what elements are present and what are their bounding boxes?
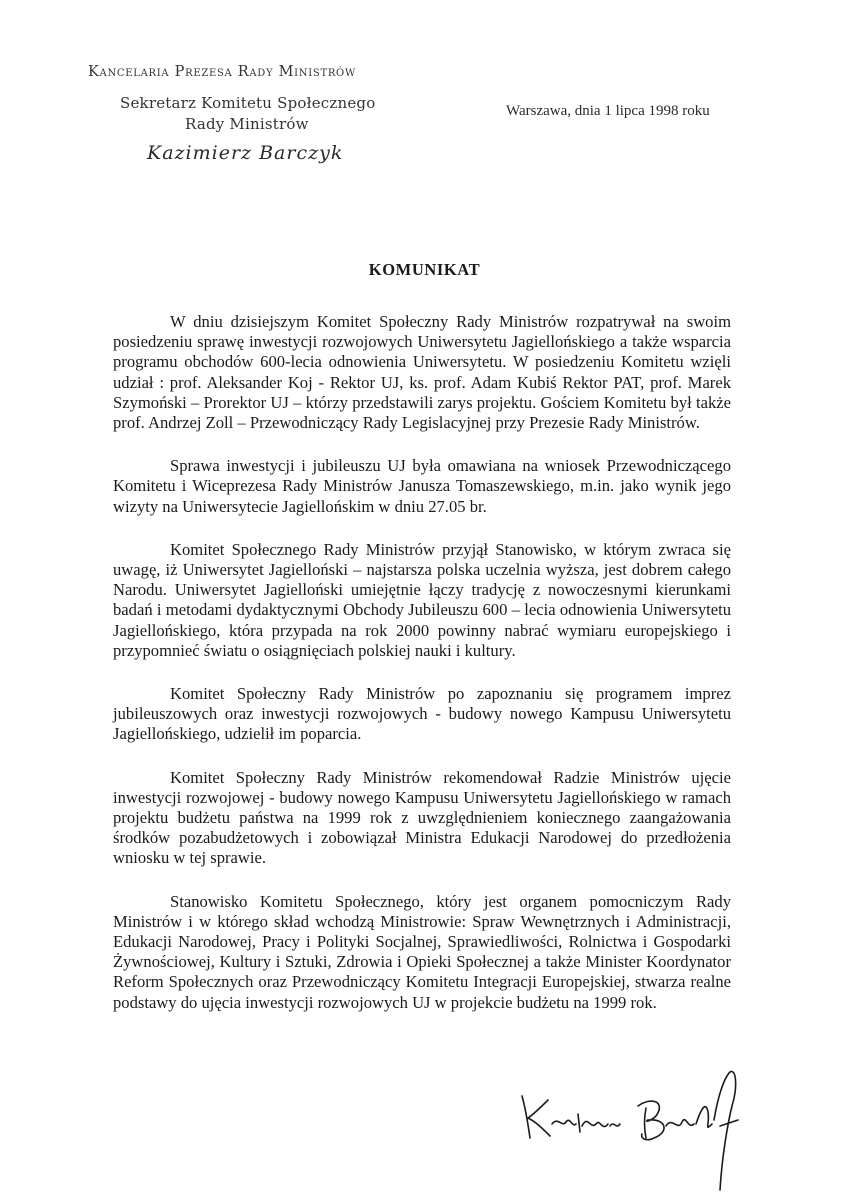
signature-drawing — [516, 1066, 756, 1196]
paragraph: Sprawa inwestycji i jubileuszu UJ była omawiana na wniosek Przewodniczącego Komitetu i Wiceprezesa Rady Ministrów Janusza Tomaszewskiego, m.in. jako wynik jego wizyty na Uniwersytecie Jagiellońskim w dniu 27.05 br. — [113, 456, 731, 516]
paragraph: Komitet Społeczny Rady Ministrów po zapoznaniu się programem imprez jubileuszowych oraz inwestycji rozwojowych - budowy nowego Kampusu Uniwersytetu Jagiellońskiego, udzielił im poparcia. — [113, 684, 731, 744]
document-body — [113, 312, 731, 1036]
paragraph: W dniu dzisiejszym Komitet Społeczny Rady Ministrów rozpatrywał na swoim posiedzeniu sprawę inwestycji rozwojowych Uniwersytetu Jagiellońskiego a także wsparcia programu obchodów 600-lecia odnowienia Uniwersytetu. W posiedzeniu Komitetu wzięli udział : prof. Aleksander Koj - Rektor UJ, ks. prof. Adam Kubiś Rektor PAT, prof. Marek Szymoński – Prorektor UJ – którzy przedstawili zarys projektu. Gościem Komitetu był także prof. Andrzej Zoll – Przewodniczący Rady Legislacyjnej przy Prezesie Rady Ministrów. — [113, 312, 731, 433]
signatory-name: Kazimierz Barczyk — [147, 142, 344, 164]
council-name: Rady Ministrów — [185, 115, 309, 133]
paragraph: Stanowisko Komitetu Społecznego, który jest organem pomocniczym Rady Ministrów i w którego skład wchodzą Ministrowie: Spraw Wewnętrznych i Administracji, Edukacji Narodowej, Pracy i Polityki Socjalnej, Sprawiedliwości, Rolnictwa i Gospodarki Żywnościowej, Kultury i Sztuki, Zdrowia i Opieki Społecznej a także Minister Koordynator Reform Społecznych oraz Przewodniczący Komitetu Integracji Europejskiej, stwarza realne podstawy do ujęcia inwestycji rozwojowych UJ w projekcie budżetu na 1999 rok. — [113, 891, 731, 1012]
institution-name: Kancelaria Prezesa Rady Ministrów — [88, 64, 356, 80]
handwritten-signature — [516, 1066, 756, 1201]
paragraph: Komitet Społecznego Rady Ministrów przyjął Stanowisko, w którym zwraca się uwagę, iż Uniwersytet Jagielloński – najstarsza polska uczelnia wyższa, jest dobrem całego Narodu. Uniwersytet Jagielloński umiejętnie łączy tradycję z nowoczesnymi kierunkami badań i metodami dydaktycznymi Obchody Jubileuszu 600 – lecia odnowienia Uniwersytetu Jagiellońskiego, która przypada na rok 2000 powinny nabrać wymiaru europejskiego i przypomnieć światu o osiągnięciach polskiej nauki i kultury. — [113, 539, 731, 660]
paragraph: Komitet Społeczny Rady Ministrów rekomendował Radzie Ministrów ujęcie inwestycji rozwojowej - budowy nowego Kampusu Uniwersytetu Jagiellońskiego w ramach projektu budżetu państwa na 1999 rok z uwzględnieniem koniecznego zaangażowania środków pozabudżetowych i zobowiązał Ministra Edukacji Narodowej do przedłożenia wniosku w tej sprawie. — [113, 767, 731, 868]
document-date: Warszawa, dnia 1 lipca 1998 roku — [506, 103, 710, 119]
document-title: KOMUNIKAT — [368, 260, 481, 279]
letterhead — [88, 64, 376, 164]
secretary-title: Sekretarz Komitetu Społecznego — [120, 94, 376, 112]
